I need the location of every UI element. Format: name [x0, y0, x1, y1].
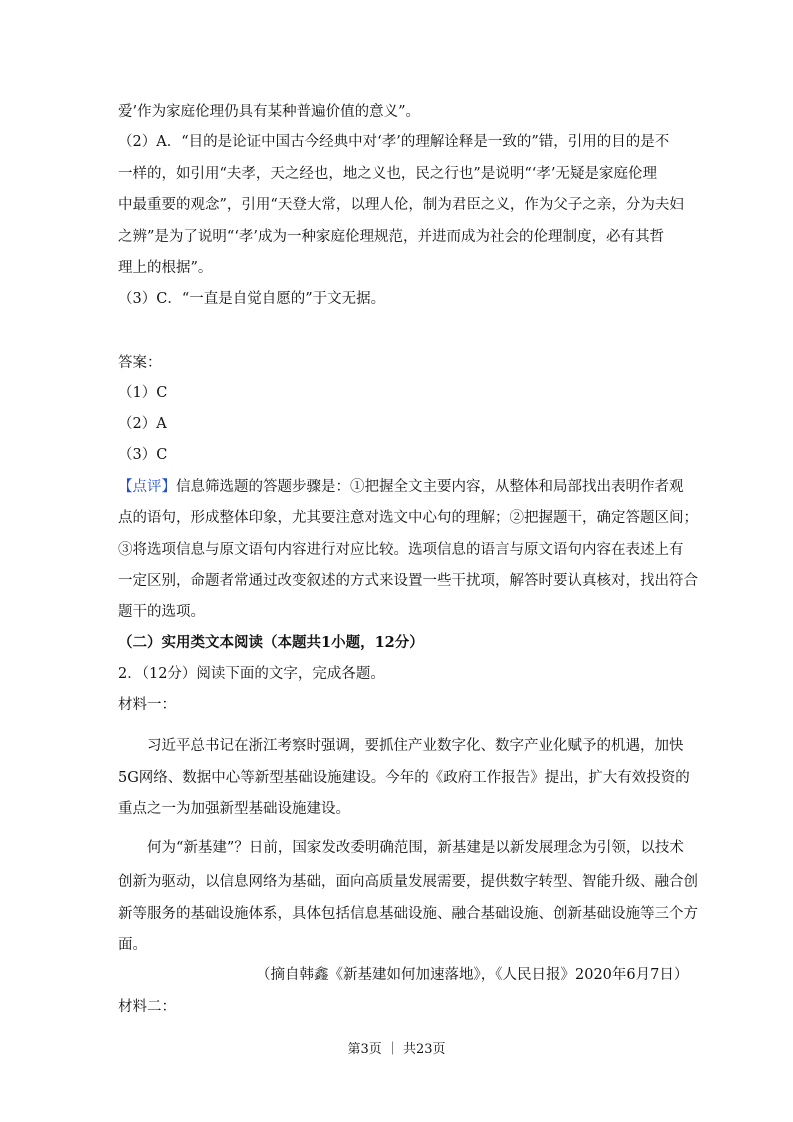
answer-label: 答案：	[118, 355, 162, 371]
comment-line: 题干的选项。	[118, 604, 205, 620]
comment-line: 点的语句，形成整体印象，尤其要注意对选文中心句的理解；②把握题干，确定答题区间；	[118, 510, 698, 526]
question-line: 2．（12分）阅读下面的文字，完成各题。	[118, 666, 385, 682]
paragraph-line: 习近平总书记在浙江考察时强调，要抓住产业数字化、数字产业化赋予的机遇，加快	[147, 738, 684, 754]
comment-line: 一定区别，命题者常通过改变叙述的方式来设置一些干扰项，解答时要认真核对，找出符合	[118, 573, 698, 589]
text-line: 之辨”是为了说明“‘孝’成为一种家庭伦理规范，并进而成为社会的伦理制度，必有其哲	[118, 229, 665, 245]
comment-line	[118, 477, 684, 497]
text-line: 中最重要的观念”，引用“天登大常，以理人伦，制为君臣之义，作为父子之亲，分为夫妇	[118, 197, 684, 213]
answer-item: （2）A	[118, 416, 167, 432]
text-line: 爱’作为家庭伦理仍具有某种普遍价值的意义”。	[118, 104, 421, 120]
paragraph-line: 5G网络、数据中心等新型基础设施建设。今年的《政府工作报告》提出，扩大有效投资的	[118, 770, 690, 786]
comment-tag: 【点评】	[118, 479, 176, 495]
comment-text: 信息筛选题的答题步骤是：①把握全文主要内容，从整体和局部找出表明作者观	[176, 479, 684, 495]
page-footer: 第3页 ｜ 共23页	[347, 1042, 446, 1057]
section-title: （二）实用类文本阅读（本题共1小题，12分）	[118, 634, 424, 651]
text-line: （2）A．“目的是论证中国古今经典中对‘孝’的理解诠释是一致的”错，引用的目的是不	[118, 134, 670, 150]
answer-item: （1）C	[118, 385, 168, 401]
material-label: 材料一：	[118, 697, 176, 713]
comment-line: ③将选项信息与原文语句内容进行对应比较。选项信息的语言与原文语句内容在表述上有	[118, 542, 684, 558]
source-citation: （摘自韩鑫《新基建如何加速落地》，《人民日报》2020年6月7日）	[256, 967, 689, 983]
answer-item: （3）C	[118, 447, 168, 463]
text-line: 一样的，如引用“夫孝，天之经也，地之义也，民之行也”是说明“‘孝’无疑是家庭伦理	[118, 166, 657, 182]
text-line: （3）C．“一直是自觉自愿的”于文无据。	[118, 291, 386, 307]
paragraph-line: 面。	[118, 937, 147, 953]
material-label: 材料二：	[118, 999, 176, 1015]
paragraph-line: 何为“新基建”？日前，国家发改委明确范围，新基建是以新发展理念为引领，以技术	[147, 840, 684, 856]
text-line: 理上的根据”。	[118, 260, 213, 276]
paragraph-line: 新等服务的基础设施体系，具体包括信息基础设施、融合基础设施、创新基础设施等三个方	[118, 906, 698, 922]
paragraph-line: 重点之一为加强新型基础设施建设。	[118, 801, 350, 817]
paragraph-line: 创新为驱动，以信息网络为基础，面向高质量发展需要，提供数字转型、智能升级、融合创	[118, 874, 698, 890]
